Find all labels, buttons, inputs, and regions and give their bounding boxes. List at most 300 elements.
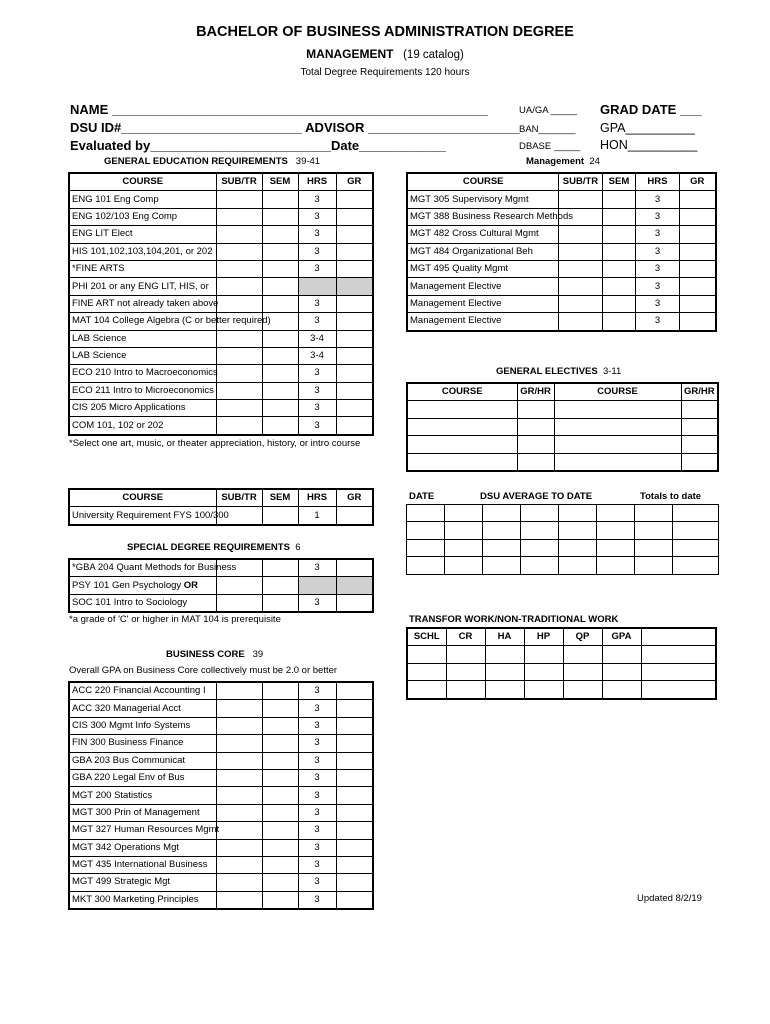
entry-cell[interactable] <box>407 436 517 453</box>
sem-cell[interactable] <box>262 839 298 856</box>
course-row <box>69 243 373 260</box>
course-name: ACC 320 Managerial Acct <box>69 700 216 717</box>
course-row <box>69 365 373 382</box>
gr-cell[interactable] <box>336 717 373 734</box>
hrs-cell: 3 <box>298 682 336 700</box>
entry-cell[interactable] <box>407 505 445 522</box>
course-row <box>69 208 373 225</box>
entry-cell[interactable] <box>483 522 521 539</box>
sub-tr-cell[interactable] <box>559 243 602 260</box>
sem-cell[interactable] <box>262 191 298 208</box>
entry-cell[interactable] <box>446 681 485 699</box>
entry-cell[interactable] <box>521 557 559 574</box>
blank-row <box>407 646 716 663</box>
hrs-cell: 3-4 <box>298 347 336 364</box>
special-table <box>68 558 374 613</box>
sem-cell[interactable] <box>262 417 298 435</box>
hrs-cell: 3 <box>298 243 336 260</box>
header-row <box>407 383 718 401</box>
gr-cell[interactable] <box>336 260 373 277</box>
hrs-cell: 3 <box>636 191 679 208</box>
blank-row <box>407 663 716 680</box>
hrs-cell: 3 <box>298 191 336 208</box>
blank-row <box>407 418 718 435</box>
entry-cell[interactable] <box>517 453 554 471</box>
entry-cell[interactable] <box>407 646 446 663</box>
column-header: COURSE <box>407 383 517 401</box>
course-name: GBA 220 Legal Env of Bus <box>69 769 216 786</box>
course-row <box>69 682 373 700</box>
sem-cell[interactable] <box>262 874 298 891</box>
entry-cell[interactable] <box>559 522 597 539</box>
sub-tr-cell[interactable] <box>216 226 262 243</box>
sub-tr-cell[interactable] <box>216 822 262 839</box>
special-note: *a grade of 'C' or higher in MAT 104 is prerequisite <box>69 614 281 625</box>
entry-cell[interactable] <box>641 681 716 699</box>
course-name: LAB Science <box>69 330 216 347</box>
sub-tr-cell[interactable] <box>216 400 262 417</box>
sem-cell[interactable] <box>262 278 298 295</box>
entry-cell[interactable] <box>407 539 445 556</box>
column-header: SEM <box>602 173 636 191</box>
course-name: FINE ART not already taken above <box>69 295 216 312</box>
blank-row <box>407 401 718 418</box>
column-header: GPA <box>602 628 641 646</box>
course-row <box>69 752 373 769</box>
entry-cell[interactable] <box>483 539 521 556</box>
gr-cell[interactable] <box>336 313 373 330</box>
hrs-cell: 3 <box>298 365 336 382</box>
sem-cell[interactable] <box>262 752 298 769</box>
gr-cell[interactable] <box>336 594 373 612</box>
entry-cell[interactable] <box>673 539 719 556</box>
course-name: COM 101, 102 or 202 <box>69 417 216 435</box>
gpa-field[interactable]: GPA__________ <box>600 121 695 135</box>
sem-cell[interactable] <box>602 208 636 225</box>
gr-cell[interactable] <box>336 295 373 312</box>
gr-cell[interactable] <box>336 577 373 594</box>
sem-cell[interactable] <box>262 700 298 717</box>
course-row <box>69 822 373 839</box>
sem-cell[interactable] <box>262 295 298 312</box>
hrs-cell <box>298 278 336 295</box>
sub-tr-cell[interactable] <box>559 313 602 331</box>
course-name: MGT 388 Business Research Methods <box>407 208 559 225</box>
gr-cell[interactable] <box>336 347 373 364</box>
entry-cell[interactable] <box>521 539 559 556</box>
sub-tr-cell[interactable] <box>559 191 602 208</box>
entry-cell[interactable] <box>597 557 635 574</box>
gr-cell[interactable] <box>336 208 373 225</box>
course-name: MGT 305 Supervisory Mgmt <box>407 191 559 208</box>
course-name: MGT 327 Human Resources Mgmt <box>69 822 216 839</box>
entry-cell[interactable] <box>681 401 718 418</box>
sub-tr-cell[interactable] <box>216 700 262 717</box>
entry-cell[interactable] <box>554 436 681 453</box>
gr-cell[interactable] <box>336 365 373 382</box>
course-row <box>69 260 373 277</box>
entry-cell[interactable] <box>445 539 483 556</box>
column-header: GR <box>336 489 373 507</box>
dsu-id-advisor-field[interactable]: DSU ID#_________________________ ADVISOR _____________________ <box>70 120 520 135</box>
ban-field[interactable]: BAN_______ <box>519 124 576 135</box>
course-row <box>69 787 373 804</box>
gr-cell[interactable] <box>679 278 716 295</box>
sem-cell[interactable] <box>262 787 298 804</box>
sub-tr-cell[interactable] <box>216 295 262 312</box>
sub-tr-cell[interactable] <box>216 735 262 752</box>
entry-cell[interactable] <box>446 646 485 663</box>
entry-cell[interactable] <box>559 557 597 574</box>
sem-cell[interactable] <box>262 577 298 594</box>
sub-tr-cell[interactable] <box>216 365 262 382</box>
sub-tr-cell[interactable] <box>216 787 262 804</box>
column-header: GR <box>336 173 373 191</box>
entry-cell[interactable] <box>563 663 602 680</box>
entry-cell[interactable] <box>559 539 597 556</box>
entry-cell[interactable] <box>483 505 521 522</box>
sem-cell[interactable] <box>262 717 298 734</box>
entry-cell[interactable] <box>602 646 641 663</box>
sub-tr-cell[interactable] <box>216 856 262 873</box>
dsu-date-col: DATE <box>409 491 435 502</box>
hrs-cell: 3 <box>298 752 336 769</box>
hrs-cell: 3 <box>636 243 679 260</box>
entry-cell[interactable] <box>485 681 524 699</box>
entry-cell[interactable] <box>524 663 563 680</box>
entry-cell[interactable] <box>446 663 485 680</box>
evaluated-by-field[interactable]: Evaluated by_________________________Date____________ <box>70 138 446 153</box>
entry-cell[interactable] <box>521 505 559 522</box>
course-row <box>69 735 373 752</box>
column-header: SUB/TR <box>559 173 602 191</box>
column-header: COURSE <box>69 489 216 507</box>
entry-cell[interactable] <box>517 418 554 435</box>
course-name: ECO 211 Intro to Microeconomics <box>69 382 216 399</box>
sub-tr-cell[interactable] <box>216 804 262 821</box>
gr-cell[interactable] <box>336 507 373 525</box>
entry-cell[interactable] <box>483 557 521 574</box>
sem-cell[interactable] <box>262 347 298 364</box>
entry-cell[interactable] <box>681 436 718 453</box>
gr-cell[interactable] <box>336 226 373 243</box>
sem-cell[interactable] <box>602 226 636 243</box>
course-name: Management Elective <box>407 313 559 331</box>
sem-cell[interactable] <box>262 769 298 786</box>
electives-heading: GENERAL ELECTIVES 3-11 <box>496 366 622 377</box>
gr-cell[interactable] <box>336 191 373 208</box>
entry-cell[interactable] <box>554 418 681 435</box>
sem-cell[interactable] <box>262 226 298 243</box>
course-name: University Requirement FYS 100/300 <box>69 507 216 525</box>
hrs-cell: 1 <box>298 507 336 525</box>
entry-cell[interactable] <box>597 505 635 522</box>
entry-cell[interactable] <box>407 418 517 435</box>
sem-cell[interactable] <box>262 891 298 909</box>
entry-cell[interactable] <box>602 681 641 699</box>
entry-cell[interactable] <box>641 663 716 680</box>
course-name-text: PSY 101 Gen Psychology <box>72 579 182 591</box>
gr-cell[interactable] <box>679 191 716 208</box>
column-header: HRS <box>298 489 336 507</box>
sem-cell[interactable] <box>262 208 298 225</box>
gr-cell[interactable] <box>679 243 716 260</box>
column-header: SCHL <box>407 628 446 646</box>
grad-date-field[interactable]: GRAD DATE ___ <box>600 102 702 117</box>
entry-cell[interactable] <box>407 401 517 418</box>
or-label: OR <box>183 579 199 591</box>
gr-cell[interactable] <box>679 260 716 277</box>
sub-tr-cell[interactable] <box>559 226 602 243</box>
entry-cell[interactable] <box>524 681 563 699</box>
entry-cell[interactable] <box>407 663 446 680</box>
hrs-cell: 3 <box>298 226 336 243</box>
column-header: SUB/TR <box>216 489 262 507</box>
entry-cell[interactable] <box>445 522 483 539</box>
course-name: MGT 300 Prin of Management <box>69 804 216 821</box>
sem-cell[interactable] <box>262 243 298 260</box>
entry-cell[interactable] <box>635 522 673 539</box>
gr-cell[interactable] <box>336 856 373 873</box>
sub-tr-cell[interactable] <box>216 347 262 364</box>
gr-cell[interactable] <box>336 243 373 260</box>
gr-cell[interactable] <box>336 874 373 891</box>
blank-row <box>407 453 718 471</box>
sem-cell[interactable] <box>602 260 636 277</box>
column-header: HRS <box>298 173 336 191</box>
course-name: ENG 102/103 Eng Comp <box>69 208 216 225</box>
name-field[interactable]: NAME ____________________________________________________ <box>70 102 488 117</box>
electives-table <box>406 382 719 472</box>
sub-tr-cell[interactable] <box>216 382 262 399</box>
entry-cell[interactable] <box>635 557 673 574</box>
gr-cell[interactable] <box>679 295 716 312</box>
gr-cell[interactable] <box>336 330 373 347</box>
header-row <box>69 489 373 507</box>
sem-cell[interactable] <box>262 507 298 525</box>
hon-field[interactable]: HON__________ <box>600 138 698 152</box>
course-name: MGT 499 Strategic Mgt <box>69 874 216 891</box>
entry-cell[interactable] <box>559 505 597 522</box>
gr-cell[interactable] <box>336 682 373 700</box>
gr-cell[interactable] <box>336 752 373 769</box>
entry-cell[interactable] <box>407 557 445 574</box>
gr-cell[interactable] <box>336 382 373 399</box>
course-row <box>69 559 373 577</box>
sem-cell[interactable] <box>262 682 298 700</box>
sem-cell[interactable] <box>262 804 298 821</box>
course-name: Management Elective <box>407 278 559 295</box>
sem-cell[interactable] <box>262 822 298 839</box>
column-header: QP <box>563 628 602 646</box>
fys-table <box>68 488 374 526</box>
course-name: *GBA 204 Quant Methods for Business <box>69 559 216 577</box>
entry-cell[interactable] <box>521 522 559 539</box>
sub-tr-cell[interactable] <box>216 839 262 856</box>
uaga-field[interactable]: UA/GA _____ <box>519 105 578 116</box>
entry-cell[interactable] <box>407 681 446 699</box>
course-name: CIS 205 Micro Applications <box>69 400 216 417</box>
entry-cell[interactable] <box>681 418 718 435</box>
sub-tr-cell[interactable] <box>216 717 262 734</box>
sub-tr-cell[interactable] <box>216 208 262 225</box>
entry-cell[interactable] <box>563 681 602 699</box>
gr-cell[interactable] <box>336 839 373 856</box>
course-name: ACC 220 Financial Accounting I <box>69 682 216 700</box>
sub-tr-cell[interactable] <box>216 752 262 769</box>
sem-cell[interactable] <box>262 559 298 577</box>
sem-cell[interactable] <box>602 313 636 331</box>
entry-cell[interactable] <box>445 505 483 522</box>
entry-cell[interactable] <box>554 401 681 418</box>
hrs-cell: 3-4 <box>298 330 336 347</box>
gr-cell[interactable] <box>679 208 716 225</box>
sub-tr-cell[interactable] <box>216 417 262 435</box>
course-name: MKT 300 Marketing Principles <box>69 891 216 909</box>
sub-tr-cell[interactable] <box>216 891 262 909</box>
course-name: ENG 101 Eng Comp <box>69 191 216 208</box>
gr-cell[interactable] <box>336 804 373 821</box>
hrs-cell: 3 <box>298 735 336 752</box>
course-name: MGT 200 Statistics <box>69 787 216 804</box>
totals-col: Totals to date <box>640 491 702 502</box>
course-row <box>69 769 373 786</box>
header-row <box>407 628 716 646</box>
gr-cell[interactable] <box>336 700 373 717</box>
sub-tr-cell[interactable] <box>216 769 262 786</box>
entry-cell[interactable] <box>554 453 681 471</box>
course-row <box>407 278 716 295</box>
major-name: MANAGEMENT <box>306 47 394 61</box>
hrs-cell: 3 <box>636 226 679 243</box>
course-row <box>69 856 373 873</box>
entry-cell[interactable] <box>485 663 524 680</box>
entry-cell[interactable] <box>641 646 716 663</box>
entry-cell[interactable] <box>517 401 554 418</box>
sub-tr-cell[interactable] <box>216 330 262 347</box>
page-title: BACHELOR OF BUSINESS ADMINISTRATION DEGREE <box>196 24 574 40</box>
course-row <box>69 330 373 347</box>
sub-tr-cell[interactable] <box>216 594 262 612</box>
major-line <box>0 47 770 61</box>
sem-cell[interactable] <box>262 594 298 612</box>
column-header: HRS <box>636 173 679 191</box>
sub-tr-cell[interactable] <box>559 295 602 312</box>
total-hours: Total Degree Requirements 120 hours <box>300 67 470 78</box>
course-row <box>69 313 373 330</box>
course-row <box>69 226 373 243</box>
entry-cell[interactable] <box>407 522 445 539</box>
hrs-cell: 3 <box>298 874 336 891</box>
gr-cell[interactable] <box>336 735 373 752</box>
sem-cell[interactable] <box>602 191 636 208</box>
gr-cell[interactable] <box>336 417 373 435</box>
sem-cell[interactable] <box>262 260 298 277</box>
gr-cell[interactable] <box>336 787 373 804</box>
sub-tr-cell[interactable] <box>216 577 262 594</box>
hrs-cell: 3 <box>298 208 336 225</box>
column-header: HP <box>524 628 563 646</box>
sub-tr-cell[interactable] <box>216 278 262 295</box>
course-name: SOC 101 Intro to Sociology <box>69 594 216 612</box>
sem-cell[interactable] <box>262 400 298 417</box>
sem-cell[interactable] <box>602 243 636 260</box>
entry-cell[interactable] <box>673 557 719 574</box>
sub-tr-cell[interactable] <box>216 260 262 277</box>
hrs-cell: 3 <box>636 208 679 225</box>
gen-ed-heading: GENERAL EDUCATION REQUIREMENTS 39-41 <box>104 156 321 167</box>
gr-cell[interactable] <box>679 313 716 331</box>
entry-cell[interactable] <box>597 522 635 539</box>
course-row <box>69 295 373 312</box>
hrs-cell: 3 <box>636 260 679 277</box>
blank-row <box>407 522 719 539</box>
sub-tr-cell[interactable] <box>559 278 602 295</box>
gr-cell[interactable] <box>336 559 373 577</box>
hrs-cell: 3 <box>298 559 336 577</box>
sem-cell[interactable] <box>602 278 636 295</box>
entry-cell[interactable] <box>673 522 719 539</box>
blank-row <box>407 436 718 453</box>
sub-tr-cell[interactable] <box>216 874 262 891</box>
hrs-cell: 3 <box>636 313 679 331</box>
entry-cell[interactable] <box>517 436 554 453</box>
entry-cell[interactable] <box>445 557 483 574</box>
hrs-cell: 3 <box>298 295 336 312</box>
sem-cell[interactable] <box>262 330 298 347</box>
sub-tr-cell[interactable] <box>559 260 602 277</box>
gr-cell[interactable] <box>336 822 373 839</box>
course-row <box>407 226 716 243</box>
sub-tr-cell[interactable] <box>216 191 262 208</box>
dbase-field[interactable]: DBASE _____ <box>519 141 581 152</box>
column-header <box>641 628 716 646</box>
entry-cell[interactable] <box>407 453 517 471</box>
sub-tr-cell[interactable] <box>216 682 262 700</box>
entry-cell[interactable] <box>597 539 635 556</box>
entry-cell[interactable] <box>635 505 673 522</box>
gr-cell[interactable] <box>679 226 716 243</box>
course-row <box>69 278 373 295</box>
gr-cell[interactable] <box>336 891 373 909</box>
column-header: SEM <box>262 489 298 507</box>
entry-cell[interactable] <box>602 663 641 680</box>
gr-cell[interactable] <box>336 278 373 295</box>
sem-cell[interactable] <box>262 365 298 382</box>
sub-tr-cell[interactable] <box>216 243 262 260</box>
course-name: GBA 203 Bus Communicat <box>69 752 216 769</box>
sem-cell[interactable] <box>262 382 298 399</box>
course-row <box>69 804 373 821</box>
entry-cell[interactable] <box>673 505 719 522</box>
entry-cell[interactable] <box>635 539 673 556</box>
hrs-cell: 3 <box>298 891 336 909</box>
gr-cell[interactable] <box>336 769 373 786</box>
course-name: FIN 300 Business Finance <box>69 735 216 752</box>
entry-cell[interactable] <box>681 453 718 471</box>
column-header: CR <box>446 628 485 646</box>
course-name: ECO 210 Intro to Macroeconomics <box>69 365 216 382</box>
entry-cell[interactable] <box>485 646 524 663</box>
sem-cell[interactable] <box>262 856 298 873</box>
blank-row <box>407 557 719 574</box>
gr-cell[interactable] <box>336 400 373 417</box>
sem-cell[interactable] <box>602 295 636 312</box>
entry-cell[interactable] <box>524 646 563 663</box>
entry-cell[interactable] <box>563 646 602 663</box>
course-row <box>69 347 373 364</box>
sem-cell[interactable] <box>262 735 298 752</box>
